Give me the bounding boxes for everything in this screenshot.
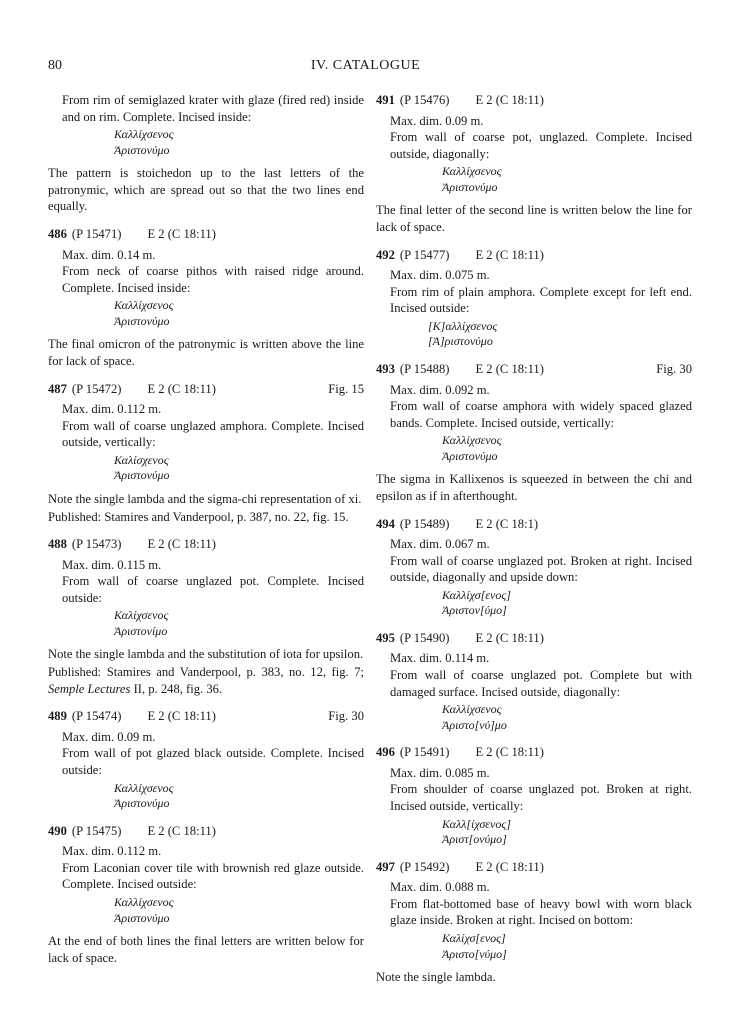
dimension: Max. dim. 0.09 m. [62, 729, 156, 744]
dimension: Max. dim. 0.075 m. [390, 268, 490, 283]
description: From flat-bottomed base of heavy bowl with worn black glaze inside. Broken at right. Incised on bottom: [390, 896, 692, 928]
description: From wall of coarse unglazed pot. Broken at right. Incised outside, diagonally and upside down: [390, 553, 692, 585]
inventory-number: (P 15473) [71, 537, 122, 552]
intro-inscription-line-1: Καλλίχσενος [114, 127, 174, 142]
note: Note the single lambda and the substitution of iota for upsilon. [48, 647, 364, 662]
inscription-line-1: Καλλίχσενος [114, 298, 174, 313]
description: From wall of coarse pot, unglazed. Complete. Incised outside, diagonally: [390, 130, 692, 161]
catalogue-entry-486 [48, 226, 364, 370]
description: From wall of coarse unglazed pot. Complete but with damaged surface. Incised outside, diagonally: [390, 668, 692, 699]
context-deposit: E 2 (C 18:11) [475, 859, 544, 874]
context-deposit: E 2 (C 18:11) [475, 630, 544, 645]
context-deposit: E 2 (C 18:11) [475, 93, 544, 107]
entry-number: 495 [376, 630, 395, 645]
inventory-number: (P 15477) [399, 247, 450, 262]
dimension: Max. dim. 0.14 m. [62, 247, 156, 262]
context-deposit: E 2 (C 18:11) [147, 226, 216, 241]
figure-reference: Fig. 30 [656, 361, 692, 376]
inscription-line-2: Ἀριστονύμο [442, 179, 498, 194]
inventory-number: (P 15471) [71, 226, 122, 241]
context-deposit: E 2 (C 18:11) [475, 247, 544, 262]
inscription-line-2: Ἀριστον[ύμο] [442, 603, 507, 618]
catalogue-entry-488 [48, 536, 364, 697]
dimension: Max. dim. 0.067 m. [390, 537, 490, 552]
publication-title: Semple Lectures [48, 681, 131, 696]
entry-number: 490 [48, 823, 67, 838]
catalogue-entry-495 [376, 630, 692, 733]
page-number: 80 [48, 58, 62, 73]
catalogue-entry-487 [48, 381, 364, 526]
inscription-line-1: Καλλίχσενος [442, 433, 502, 448]
inventory-number: (P 15488) [399, 361, 450, 376]
publication-text-end: II, p. 248, fig. 36. [133, 681, 223, 696]
context-deposit: E 2 (C 18:11) [147, 381, 216, 396]
entry-number: 497 [376, 859, 395, 874]
catalogue-entry-489 [48, 708, 364, 811]
description: From shoulder of coarse unglazed pot. Broken at right. Incised outside, vertically: [390, 782, 692, 814]
catalogue-entry-491 [376, 92, 692, 236]
catalogue-entry-494 [376, 516, 692, 619]
description: From wall of pot glazed black outside. Complete. Incised outside: [62, 746, 364, 778]
description: From wall of coarse unglazed amphora. Complete. Incised outside, vertically: [62, 418, 364, 450]
catalogue-entry-493 [376, 361, 692, 505]
catalogue-entry-496 [376, 744, 692, 847]
inscription-line-2: Ἀριστονύμο [114, 468, 170, 483]
inscription-line-1: Καλλίχσενος [114, 780, 174, 795]
context-deposit: E 2 (C 18:1) [475, 516, 539, 531]
dimension: Max. dim. 0.114 m. [390, 651, 490, 666]
inscription-line-2: Ἀριστο[νύμο] [442, 946, 507, 961]
publication-text: Published: Stamires and Vanderpool, p. 383, no. 12, fig. 7; [48, 665, 364, 680]
note: The sigma in Kallixenos is squeezed in between the chi and epsilon as if in afterthought. [376, 472, 692, 503]
inscription-line-1: Καλλίχσενος [114, 895, 174, 909]
figure-reference: Fig. 15 [328, 381, 364, 396]
dimension: Max. dim. 0.112 m. [62, 402, 162, 417]
dimension: Max. dim. 0.09 m. [390, 113, 484, 128]
publication-reference: Published: Stamires and Vanderpool, p. 387, no. 22, fig. 15. [48, 509, 349, 524]
entry-number: 488 [48, 537, 67, 552]
inventory-number: (P 15489) [399, 516, 450, 531]
note: The final letter of the second line is written below the line for lack of space. [376, 203, 692, 234]
inventory-number: (P 15474) [71, 709, 122, 724]
description: From Laconian cover tile with brownish red glaze outside. Complete. Incised outside: [62, 860, 364, 892]
note: At the end of both lines the final letters are written below for lack of space. [48, 934, 364, 965]
intro-note: The pattern is stoichedon up to the last letters of the patronymic, which are spread out so that the two lines end equally. [48, 166, 364, 214]
inscription-line-2: [Ἀ]ριστονύμο [428, 334, 493, 349]
inventory-number: (P 15476) [399, 93, 450, 107]
running-header: IV. CATALOGUE [310, 58, 421, 73]
figure-reference: Fig. 30 [328, 709, 364, 724]
inventory-number: (P 15472) [71, 381, 122, 396]
inscription-line-1: Καλλίχσενος [442, 702, 502, 717]
entry-number: 487 [48, 381, 67, 396]
left-column [48, 92, 364, 967]
description: From rim of plain amphora. Complete except for left end. Incised outside: [390, 284, 692, 316]
context-deposit: E 2 (C 18:11) [147, 537, 216, 552]
entry-number: 496 [376, 745, 395, 760]
catalogue-entry-497 [376, 859, 692, 986]
catalogue-entry-490 [48, 823, 364, 967]
dimension: Max. dim. 0.112 m. [62, 844, 162, 859]
inscription-line-2: Ἀριστονύμο [114, 910, 170, 925]
inscription-line-2: Ἀριστο[νύ]μο [442, 717, 507, 732]
context-deposit: E 2 (C 18:11) [147, 709, 216, 724]
inventory-number: (P 15490) [399, 630, 450, 645]
note: The final omicron of the patronymic is written above the line for lack of space. [48, 337, 364, 368]
catalogue-entry-492 [376, 247, 692, 350]
dimension: Max. dim. 0.092 m. [390, 382, 490, 397]
entry-number: 489 [48, 709, 67, 724]
inventory-number: (P 15491) [399, 745, 450, 760]
inventory-number: (P 15475) [71, 823, 122, 838]
dimension: Max. dim. 0.115 m. [62, 557, 162, 572]
inscription-line-1: Καλίχσενος [114, 608, 169, 623]
right-column [376, 92, 692, 987]
entry-number: 493 [376, 361, 395, 376]
dimension: Max. dim. 0.085 m. [390, 765, 490, 780]
intro-description: From rim of semiglazed krater with glaze (fired red) inside and on rim. Complete. Incised inside: [62, 93, 364, 124]
note: Note the single lambda and the sigma-chi representation of xi. [48, 491, 362, 506]
inscription-line-1: Καλίχσ[ενος] [442, 931, 506, 945]
entry-number: 494 [376, 516, 395, 531]
inscription-line-2: Ἀριστονύμο [114, 796, 170, 811]
context-deposit: E 2 (C 18:11) [475, 361, 544, 376]
inscription-line-1: Καλλίχσ[ενος] [442, 587, 511, 602]
inscription-line-1: Καλλ[ίχσενος] [442, 816, 511, 831]
publication-reference [48, 664, 364, 697]
description: From neck of coarse pithos with raised ridge around. Complete. Incised inside: [62, 264, 364, 295]
dimension: Max. dim. 0.088 m. [390, 880, 490, 895]
entry-number: 486 [48, 226, 67, 241]
inscription-line-1: Καλλίχσενος [442, 164, 502, 179]
context-deposit: E 2 (C 18:11) [147, 823, 216, 838]
note: Note the single lambda. [376, 970, 496, 984]
description: From wall of coarse amphora with widely spaced glazed bands. Complete. Incised outside, vertically: [390, 399, 692, 430]
inscription-line-1: [Κ]αλλίχσενος [428, 318, 498, 333]
inscription-line-2: Ἀριστ[ονύμο] [442, 832, 507, 847]
inscription-line-2: Ἀριστονύμο [114, 313, 170, 328]
intro-inscription-line-2: Ἀριστονύμο [114, 142, 170, 157]
inscription-line-2: Ἀριστονίμο [114, 623, 168, 638]
inventory-number: (P 15492) [399, 859, 450, 874]
description: From wall of coarse unglazed pot. Complete. Incised outside: [62, 574, 364, 605]
inscription-line-2: Ἀριστονύμο [442, 448, 498, 463]
context-deposit: E 2 (C 18:11) [475, 745, 544, 760]
entry-number: 491 [376, 93, 395, 107]
entry-number: 492 [376, 247, 395, 262]
inscription-line-1: Καλίσχενος [114, 452, 169, 467]
